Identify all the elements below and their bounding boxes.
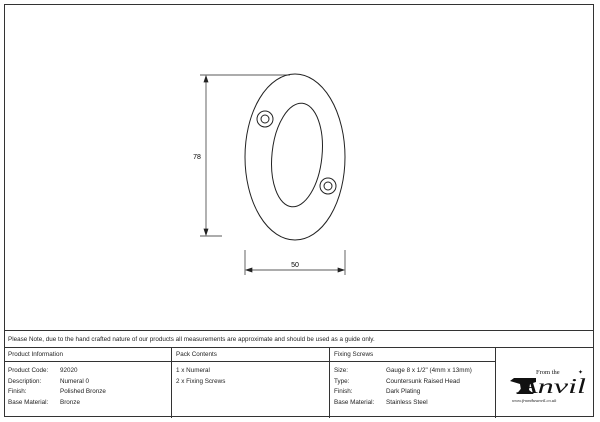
- info-row: Product Code: 92020: [8, 367, 78, 374]
- info-row: Base Material: Bronze: [8, 398, 80, 406]
- screw-hole-bottom: [320, 178, 336, 194]
- info-row: Size: Gauge 8 x 1/2" (4mm x 13mm): [334, 367, 472, 374]
- screw-hole-top: [257, 111, 273, 127]
- info-table: [4, 347, 594, 417]
- info-row: Description: Numeral 0: [8, 377, 90, 385]
- info-row: Finish: Polished Bronze: [8, 388, 106, 395]
- numeral-outer-outline: [245, 74, 345, 240]
- info-row: Base Material: Stainless Steel: [334, 398, 428, 406]
- width-dimension-label: 50: [291, 262, 299, 269]
- svg-text:www.fromtheanvil.co.uk: www.fromtheanvil.co.uk: [512, 398, 557, 403]
- svg-text:Anvil: Anvil: [514, 374, 587, 398]
- svg-text:From the: From the: [536, 369, 560, 376]
- star-icon: ✦: [578, 370, 584, 376]
- pack-contents-heading: Pack Contents: [172, 348, 329, 362]
- list-item: 1 x Numeral: [176, 367, 210, 374]
- info-row: Type: Countersunk Raised Head: [334, 377, 460, 385]
- numeral-inner-outline: [267, 101, 328, 210]
- info-row: Finish: Dark Plating: [334, 388, 421, 395]
- disclaimer-note: Please Note, due to the hand crafted nature of our products all measurements are approximate and should be used as a guide only.: [4, 330, 594, 347]
- list-item: 2 x Fixing Screws: [176, 377, 226, 385]
- product-info-heading: Product Information: [4, 348, 171, 362]
- height-dimension-label: 78: [193, 154, 201, 161]
- fixing-screws-heading: Fixing Screws: [330, 348, 495, 362]
- product-info-column: [4, 348, 172, 418]
- from-the-anvil-logo: [496, 348, 594, 418]
- pack-contents-column: [172, 348, 330, 418]
- fixing-screws-column: [330, 348, 496, 418]
